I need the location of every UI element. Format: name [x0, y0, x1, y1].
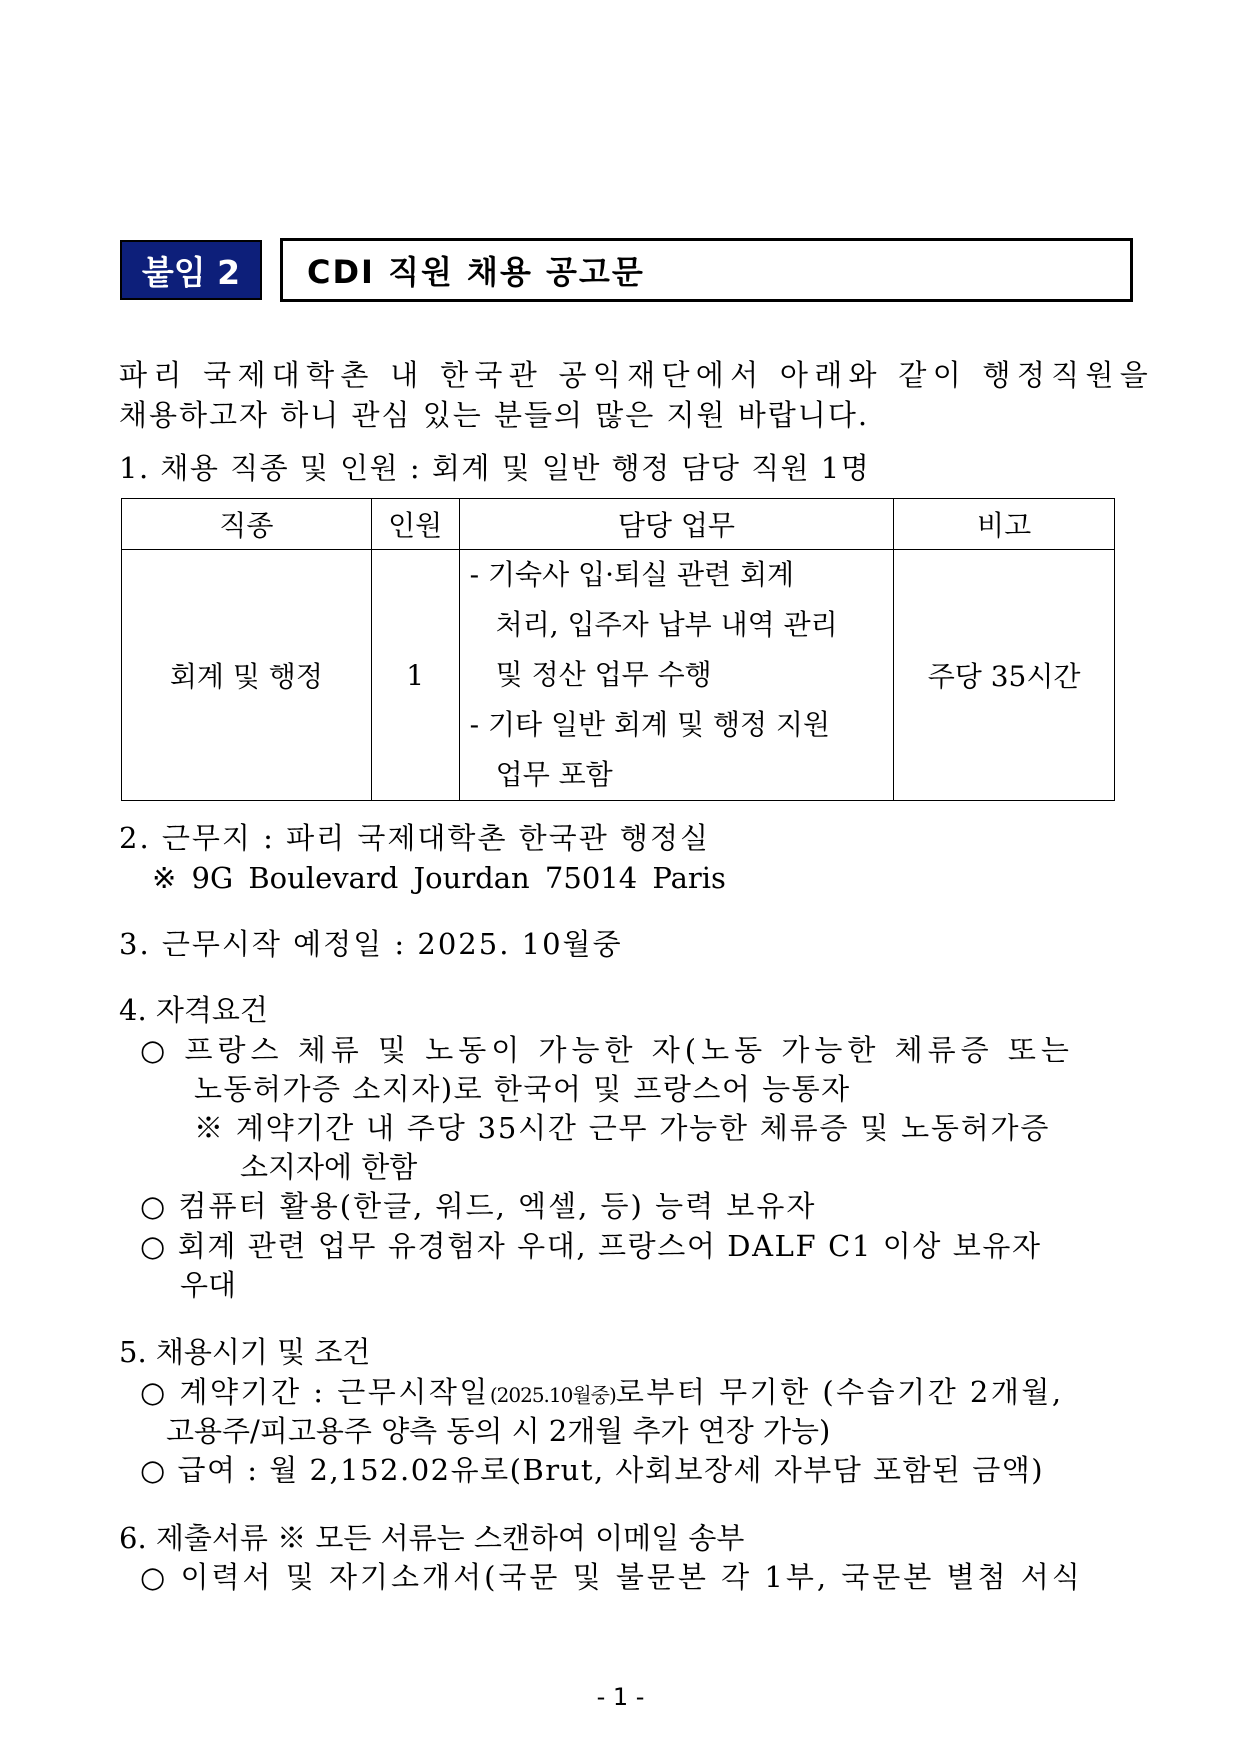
- note-cell: 주당 35시간: [894, 550, 1115, 801]
- condition-text: ○ 계약기간 : 근무시작일: [140, 1375, 490, 1409]
- section-1-title: 1. 채용 직종 및 인원 : 회계 및 일반 행정 담당 직원 1명: [119, 451, 871, 485]
- work-address: ※ 9G Boulevard Jourdan 75014 Paris: [152, 861, 726, 895]
- qualification-item-1: [140, 1030, 1120, 1070]
- headcount-cell: 1: [371, 550, 459, 801]
- job-table: [121, 498, 1115, 801]
- condition-item-1: [140, 1372, 1064, 1415]
- section-5-title: 5. 채용시기 및 조건: [119, 1335, 371, 1369]
- intro-paragraph: [119, 355, 1154, 435]
- attachment-tag: 붙임 2: [120, 240, 262, 300]
- duty-line: 및 정산 업무 수행: [495, 658, 712, 691]
- condition-line: 고용주/피고용주 양측 동의 시 2개월 추가 연장 가능): [166, 1414, 831, 1448]
- qualification-note: ※ 계약기간 내 주당 35시간 근무 가능한 체류증 및 노동허가증: [194, 1111, 1051, 1145]
- section-3-title: 3. 근무시작 예정일 : 2025. 10월중: [119, 927, 623, 961]
- page-number: - 1 -: [596, 1683, 645, 1711]
- table-header-cell: 비고: [894, 499, 1115, 550]
- qualification-item-3: ○ 회계 관련 업무 유경험자 우대, 프랑스어 DALF C1 이상 보유자: [140, 1229, 1042, 1263]
- qualification-line: ○ 프랑스 체류 및 노동이 가능한 자(노동 가능한 체류증 또는: [140, 1033, 1074, 1067]
- job-type-cell: 회계 및 행정: [122, 550, 372, 801]
- qualification-line: 우대: [180, 1268, 237, 1302]
- qualification-item-2: ○ 컴퓨터 활용(한글, 워드, 엑셀, 등) 능력 보유자: [140, 1189, 817, 1223]
- duty-line: - 기타 일반 회계 및 행정 지원: [469, 708, 831, 741]
- table-header-cell: 담당 업무: [459, 499, 894, 550]
- section-4-title: 4. 자격요건: [119, 993, 268, 1027]
- condition-item-2: ○ 급여 : 월 2,152.02유로(Brut, 사회보장세 자부담 포함된 금액): [140, 1453, 1045, 1487]
- duty-line: 처리, 입주자 납부 내역 관리: [495, 608, 838, 641]
- qualification-note: 소지자에 한함: [240, 1150, 418, 1184]
- intro-line-2: 채용하고자 하니 관심 있는 분들의 많은 지원 바랍니다.: [119, 398, 870, 432]
- document-title: CDI 직원 채용 공고문: [280, 238, 1133, 302]
- table-row: [122, 550, 1115, 801]
- section-6-title: 6. 제출서류 ※ 모든 서류는 스캔하여 이메일 송부: [119, 1521, 745, 1555]
- condition-date: (2025.10월중): [489, 1383, 616, 1407]
- table-header-cell: 직종: [122, 499, 372, 550]
- condition-text: 로부터 무기한 (수습기간 2개월,: [615, 1375, 1064, 1409]
- table-header-row: [122, 499, 1115, 550]
- section-2-title: 2. 근무지 : 파리 국제대학촌 한국관 행정실: [119, 821, 710, 855]
- duty-line: 업무 포함: [495, 758, 613, 791]
- table-header-cell: 인원: [371, 499, 459, 550]
- duties-cell: [459, 550, 894, 801]
- duty-line: - 기숙사 입·퇴실 관련 회계: [469, 558, 795, 591]
- documents-item-1: ○ 이력서 및 자기소개서(국문 및 불문본 각 1부, 국문본 별첨 서식: [140, 1560, 1083, 1594]
- qualification-line: 노동허가증 소지자)로 한국어 및 프랑스어 능통자: [194, 1072, 851, 1106]
- intro-line-1: 파리 국제대학촌 내 한국관 공익재단에서 아래와 같이 행정직원을: [119, 358, 1155, 392]
